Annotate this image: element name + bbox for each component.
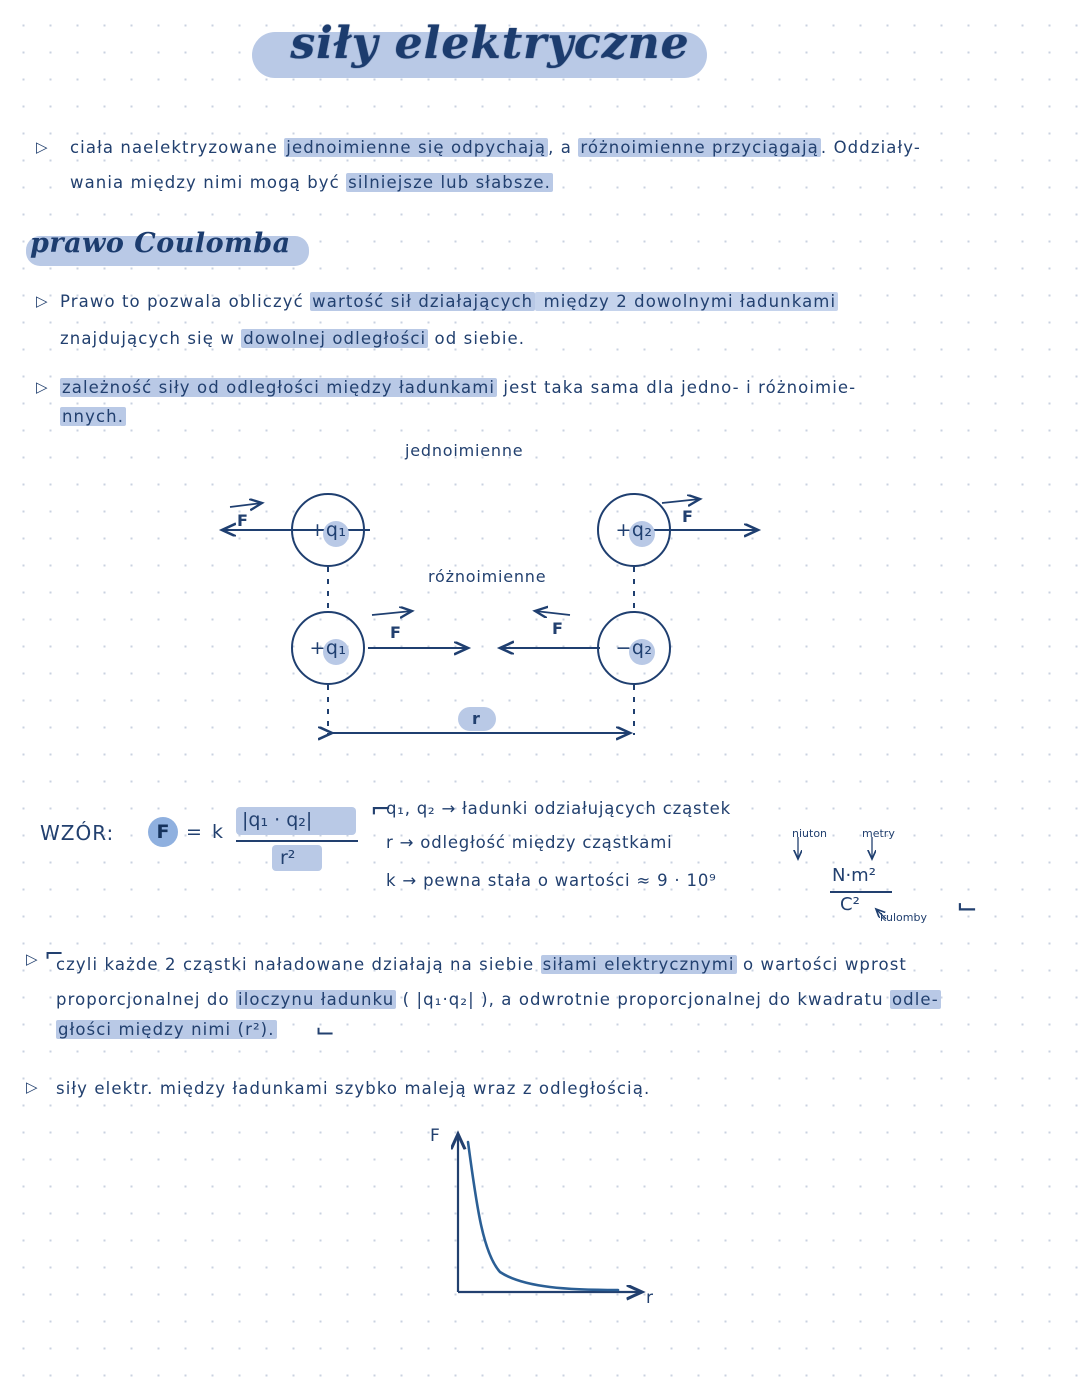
conclusion-text-b: o wartości wprost <box>736 955 907 974</box>
section-heading-text: prawo Coulomba <box>30 228 291 259</box>
charge-q1-top-label: +q₁ <box>309 519 347 541</box>
conclusion-line-3 <box>56 1013 277 1047</box>
fraction-bar <box>236 840 358 842</box>
conclusion-highlight-3: odle- <box>891 990 939 1009</box>
charge-q1-top <box>291 493 365 567</box>
formula-k: k <box>212 821 224 843</box>
charge-q1-bottom-label: +q₁ <box>309 637 347 659</box>
formula-legend-1: q₁, q₂ → ładunki odziałujących cząstek <box>386 799 731 818</box>
diagram-label-same: jednoimienne <box>405 441 524 460</box>
charge-q2-bottom <box>597 611 671 685</box>
intro-line-1 <box>70 131 921 165</box>
formula-label: WZÓR: <box>40 821 115 845</box>
coulomb-line2-b: od siebie. <box>428 329 526 348</box>
force-label-right-top: F <box>682 507 694 526</box>
formula-legend-2: r → odległość między cząstkami <box>386 833 673 852</box>
conclusion-highlight-1: siłami elektrycznymi <box>542 955 735 974</box>
formula-equals: = <box>186 821 202 843</box>
charge-q2-top <box>597 493 671 567</box>
coulomb-highlight-1: wartość sił działających <box>312 292 534 311</box>
coulomb-highlight-3: nnych. <box>62 407 125 426</box>
formula-denominator: r² <box>280 847 296 869</box>
bullet-marker: ▷ <box>26 950 38 968</box>
intro-highlight-1: jednoimienne się odpychają <box>286 138 547 157</box>
intro-line2-highlight: silniejsze lub słabsze. <box>348 173 551 192</box>
bracket-close-icon: ⌙ <box>956 891 978 921</box>
coulomb-line-4 <box>60 400 126 434</box>
annotation-arrows <box>780 835 920 955</box>
conclusion-line2-b: ( |q₁·q₂| ), a odwrotnie proporcjonalnej do kwadratu <box>396 990 890 1009</box>
bullet-marker: ▷ <box>26 1078 38 1096</box>
formula-legend-3: k → pewna stała o wartości ≈ 9 · 10⁹ <box>386 871 717 890</box>
annotation-metry: metry <box>862 827 895 840</box>
annotation-kulomby: kulomby <box>880 911 927 924</box>
unit-numerator: N·m² <box>832 865 876 886</box>
coulomb-text-b: między 2 dowolnymi ładunkami <box>537 292 837 311</box>
intro-text-c: . Oddziały- <box>820 138 921 157</box>
chart-xlabel: r <box>646 1288 654 1308</box>
bullet-marker: ▷ <box>36 138 48 156</box>
formula-numerator: |q₁ · q₂| <box>242 809 313 831</box>
coulomb-highlight-2: zależność siły od odległości między ładunkami <box>62 378 496 397</box>
force-label-right-bottom: F <box>552 619 564 638</box>
conclusion-line-2 <box>56 983 941 1017</box>
title-text: siły elektryczne <box>290 18 690 69</box>
bracket-open-icon: ⌐ <box>370 795 392 825</box>
coulomb-line-1 <box>60 285 838 319</box>
conclusion-line-4: siły elektr. między ładunkami szybko maleją wraz z odległością. <box>56 1079 651 1098</box>
coulomb-line2-a: znajdujących się w <box>60 329 242 348</box>
intro-line-2 <box>70 166 553 200</box>
intro-text-a: ciała naelektryzowane <box>70 138 285 157</box>
formula-block <box>40 795 1050 955</box>
chart-ylabel: F <box>430 1126 441 1146</box>
coulomb-text-c: jest taka sama dla jedno- i różnoimie- <box>497 378 857 397</box>
force-diagram <box>200 435 800 765</box>
conclusion-highlight-2: iloczynu ładunku <box>238 990 395 1009</box>
chart-svg <box>420 1120 670 1320</box>
coulomb-line2-highlight: dowolnej odległości <box>243 329 427 348</box>
conclusion-bracket-close-icon: ⌙ <box>315 1016 336 1044</box>
unit-denominator: C² <box>840 894 860 915</box>
page-title <box>252 18 722 90</box>
annotation-newton: niuton <box>792 827 828 840</box>
coulomb-line-2 <box>60 322 525 356</box>
bullet-marker: ▷ <box>36 378 48 396</box>
intro-highlight-2: różnoimienne przyciągają <box>580 138 819 157</box>
charge-q1-bottom <box>291 611 365 685</box>
force-label-left-top: F <box>237 511 249 530</box>
force-distance-chart <box>420 1120 670 1320</box>
intro-text-b: , a <box>548 138 579 157</box>
distance-label: r <box>472 709 481 728</box>
formula-F: F <box>148 817 178 847</box>
conclusion-line-1 <box>56 948 907 982</box>
conclusion-text-a: czyli każde 2 cząstki naładowane działają na siebie <box>56 955 541 974</box>
conclusion-bracket-open-icon: ⌐ <box>44 940 65 968</box>
section-heading <box>26 228 326 272</box>
coulomb-line-3 <box>60 371 856 405</box>
coulomb-text-a: Prawo to pozwala obliczyć <box>60 292 311 311</box>
conclusion-highlight-4: głości między nimi (r²). <box>58 1020 275 1039</box>
bullet-marker: ▷ <box>36 292 48 310</box>
diagram-svg <box>200 435 800 765</box>
charge-q2-bottom-label: −q₂ <box>615 637 653 659</box>
diagram-label-opposite: różnoimienne <box>428 567 547 586</box>
charge-q2-top-label: +q₂ <box>615 519 653 541</box>
intro-line2-text: wania między nimi mogą być <box>70 173 347 192</box>
conclusion-line2-a: proporcjonalnej do <box>56 990 237 1009</box>
force-label-left-bottom: F <box>390 623 402 642</box>
